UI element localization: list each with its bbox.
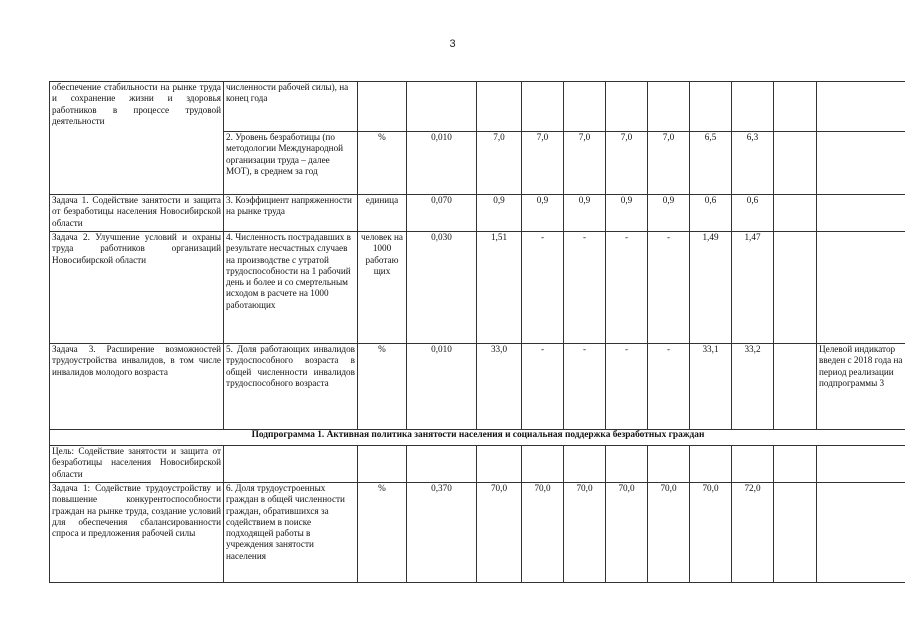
- weight-cell: [407, 82, 477, 132]
- value-cell: [774, 344, 817, 430]
- value-cell: 33,0: [477, 344, 522, 430]
- value-cell: 70,0: [690, 483, 732, 583]
- value-cell: 1,47: [732, 232, 774, 344]
- value-cell: [477, 82, 522, 132]
- note-cell: Целевой индикатор введен с 2018 года на период реализации подпрограммы 3: [817, 344, 905, 430]
- value-cell: 70,0: [648, 483, 690, 583]
- weight-cell: 0,010: [407, 132, 477, 195]
- value-cell: [564, 446, 606, 483]
- table-row: [50, 82, 905, 132]
- value-cell: 0,9: [522, 195, 564, 232]
- value-cell: 0,6: [690, 195, 732, 232]
- note-cell: [817, 446, 905, 483]
- goal-cell: [50, 132, 224, 195]
- value-cell: [774, 132, 817, 195]
- value-cell: [774, 82, 817, 132]
- value-cell: [732, 82, 774, 132]
- value-cell: 1,51: [477, 232, 522, 344]
- value-cell: [690, 82, 732, 132]
- subprogram-title: Подпрограмма 1. Активная политика занятости населения и социальная поддержка безработных граждан: [50, 430, 905, 446]
- indicator-cell: численности рабочей силы), на конец года: [224, 82, 358, 132]
- note-cell: [817, 483, 905, 583]
- value-cell: -: [522, 232, 564, 344]
- value-cell: [774, 195, 817, 232]
- value-cell: 72,0: [732, 483, 774, 583]
- value-cell: [690, 446, 732, 483]
- weight-cell: 0,370: [407, 483, 477, 583]
- table-row: [50, 232, 905, 344]
- note-cell: [817, 195, 905, 232]
- unit-cell: %: [358, 344, 407, 430]
- goal-cell: Задача 1. Содействие занятости и защита от безработицы населения Новосибирской области: [50, 195, 224, 232]
- subprogram-row: [50, 430, 905, 446]
- value-cell: 70,0: [522, 483, 564, 583]
- value-cell: 1,49: [690, 232, 732, 344]
- table-row: [50, 483, 905, 583]
- value-cell: 7,0: [606, 132, 648, 195]
- value-cell: [522, 82, 564, 132]
- unit-cell: %: [358, 483, 407, 583]
- goal-cell: Задача 1: Содействие трудоустройству и повышение конкурентоспособности граждан на рынке труда, создание условий для обеспечения сбалансированности спроса и предложения рабочей силы: [50, 483, 224, 583]
- value-cell: -: [648, 232, 690, 344]
- value-cell: 70,0: [477, 483, 522, 583]
- value-cell: 6,3: [732, 132, 774, 195]
- weight-cell: 0,070: [407, 195, 477, 232]
- indicators-table: [49, 81, 905, 583]
- indicator-cell: 5. Доля работающих инвалидов трудоспособного возраста в общей численности инвалидов трудоспособного возраста: [224, 344, 358, 430]
- table-row: [50, 195, 905, 232]
- value-cell: [606, 82, 648, 132]
- value-cell: 70,0: [564, 483, 606, 583]
- value-cell: [564, 82, 606, 132]
- value-cell: [774, 446, 817, 483]
- value-cell: 7,0: [477, 132, 522, 195]
- unit-cell: единица: [358, 195, 407, 232]
- table-row: [50, 132, 905, 195]
- note-cell: [817, 82, 905, 132]
- table-row: [50, 344, 905, 430]
- value-cell: 0,6: [732, 195, 774, 232]
- value-cell: [732, 446, 774, 483]
- value-cell: 0,9: [477, 195, 522, 232]
- note-cell: [817, 232, 905, 344]
- weight-cell: [407, 446, 477, 483]
- value-cell: [774, 483, 817, 583]
- value-cell: 33,1: [690, 344, 732, 430]
- value-cell: 33,2: [732, 344, 774, 430]
- goal-cell: Задача 2. Улучшение условий и охраны труда работников организаций Новосибирской области: [50, 232, 224, 344]
- indicator-cell: 3. Коэффициент напряженности на рынке труда: [224, 195, 358, 232]
- indicator-cell: [224, 446, 358, 483]
- value-cell: 70,0: [606, 483, 648, 583]
- value-cell: [522, 446, 564, 483]
- value-cell: 0,9: [648, 195, 690, 232]
- unit-cell: человек на 1000 работаю щих: [358, 232, 407, 344]
- unit-cell: %: [358, 132, 407, 195]
- value-cell: [606, 446, 648, 483]
- weight-cell: 0,030: [407, 232, 477, 344]
- value-cell: -: [564, 344, 606, 430]
- value-cell: [648, 446, 690, 483]
- table-row: [50, 446, 905, 483]
- indicator-cell: 2. Уровень безработицы (по методологии Международной организации труда – далее МОТ), в среднем за год: [224, 132, 358, 195]
- value-cell: [477, 446, 522, 483]
- goal-cell: Цель: Содействие занятости и защита от безработицы населения Новосибирской области: [50, 446, 224, 483]
- value-cell: 0,9: [564, 195, 606, 232]
- value-cell: 7,0: [522, 132, 564, 195]
- indicator-cell: 6. Доля трудоустроенных граждан в общей численности граждан, обратившихся за содействием в поиске подходящей работы в учреждения занятости населения: [224, 483, 358, 583]
- value-cell: 7,0: [648, 132, 690, 195]
- value-cell: -: [606, 232, 648, 344]
- unit-cell: [358, 446, 407, 483]
- value-cell: -: [564, 232, 606, 344]
- value-cell: -: [606, 344, 648, 430]
- goal-cell: Задача 3. Расширение возможностей трудоустройства инвалидов, в том числе инвалидов молодого возраста: [50, 344, 224, 430]
- value-cell: 6,5: [690, 132, 732, 195]
- goal-cell: обеспечение стабильности на рынке труда и сохранение жизни и здоровья работников в процессе трудовой деятельности: [50, 82, 224, 132]
- indicator-cell: 4. Численность пострадавших в результате несчастных случаев на производстве с утратой трудоспособности на 1 рабочий день и более и со смертельным исходом в расчете на 1000 работающих: [224, 232, 358, 344]
- weight-cell: 0,010: [407, 344, 477, 430]
- note-cell: [817, 132, 905, 195]
- value-cell: 7,0: [564, 132, 606, 195]
- value-cell: 0,9: [606, 195, 648, 232]
- value-cell: [648, 82, 690, 132]
- value-cell: -: [522, 344, 564, 430]
- unit-cell: [358, 82, 407, 132]
- page-number: 3: [449, 38, 456, 50]
- value-cell: [774, 232, 817, 344]
- value-cell: -: [648, 344, 690, 430]
